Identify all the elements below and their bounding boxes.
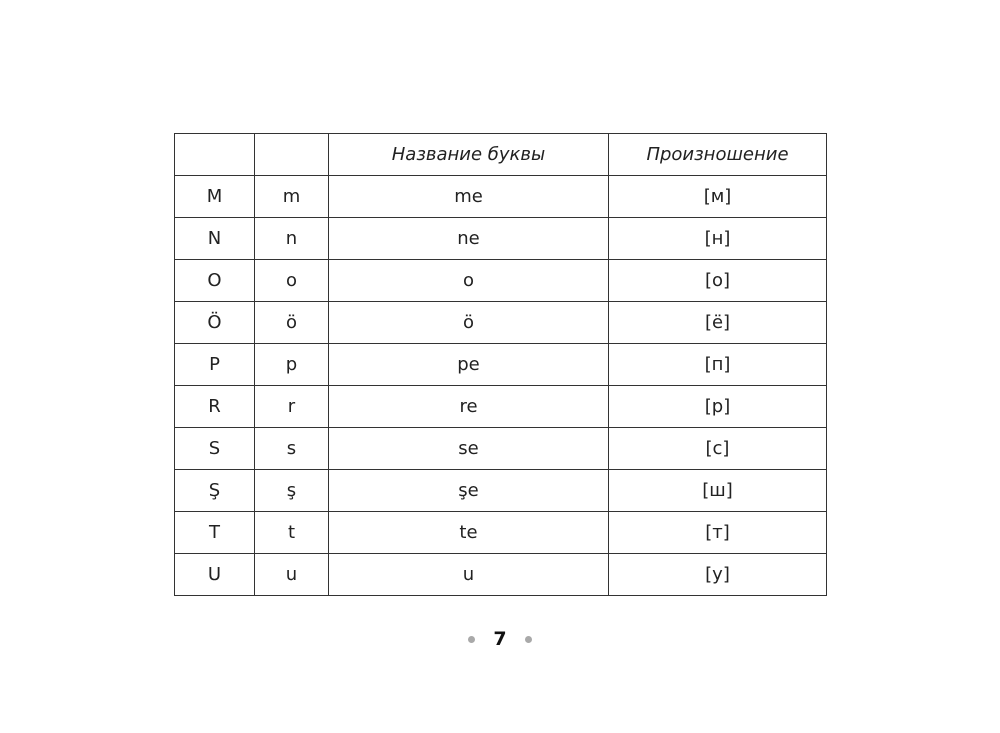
lowercase-letter: ş — [255, 470, 329, 512]
letter-name: se — [329, 428, 609, 470]
pronunciation: [н] — [609, 218, 827, 260]
table-row — [175, 386, 827, 428]
uppercase-letter: O — [175, 260, 255, 302]
letter-name: u — [329, 554, 609, 596]
header-letter-name: Название буквы — [329, 134, 609, 176]
uppercase-letter: R — [175, 386, 255, 428]
letter-name: re — [329, 386, 609, 428]
lowercase-letter: o — [255, 260, 329, 302]
lowercase-letter: n — [255, 218, 329, 260]
letter-name: pe — [329, 344, 609, 386]
letter-name: ö — [329, 302, 609, 344]
alphabet-table — [174, 133, 827, 596]
lowercase-letter: s — [255, 428, 329, 470]
uppercase-letter: Ş — [175, 470, 255, 512]
left-dot-ornament — [468, 636, 475, 643]
table-row — [175, 470, 827, 512]
uppercase-letter: Ö — [175, 302, 255, 344]
right-dot-ornament — [525, 636, 532, 643]
table-row — [175, 260, 827, 302]
uppercase-letter: U — [175, 554, 255, 596]
header-uppercase — [175, 134, 255, 176]
table-row — [175, 176, 827, 218]
table-row — [175, 218, 827, 260]
table-row — [175, 428, 827, 470]
pronunciation: [м] — [609, 176, 827, 218]
letter-name: me — [329, 176, 609, 218]
table-row — [175, 302, 827, 344]
pronunciation: [у] — [609, 554, 827, 596]
lowercase-letter: ö — [255, 302, 329, 344]
page-footer — [0, 626, 1000, 652]
uppercase-letter: N — [175, 218, 255, 260]
pronunciation: [с] — [609, 428, 827, 470]
pronunciation: [п] — [609, 344, 827, 386]
header-pronunciation: Произношение — [609, 134, 827, 176]
table-row — [175, 344, 827, 386]
pronunciation: [ё] — [609, 302, 827, 344]
letter-name: ne — [329, 218, 609, 260]
page-number: 7 — [493, 628, 507, 650]
lowercase-letter: m — [255, 176, 329, 218]
lowercase-letter: p — [255, 344, 329, 386]
uppercase-letter: S — [175, 428, 255, 470]
table-header-row — [175, 134, 827, 176]
letter-name: te — [329, 512, 609, 554]
uppercase-letter: T — [175, 512, 255, 554]
table-row — [175, 512, 827, 554]
lowercase-letter: r — [255, 386, 329, 428]
pronunciation: [р] — [609, 386, 827, 428]
pronunciation: [т] — [609, 512, 827, 554]
table-row — [175, 554, 827, 596]
letter-name: şe — [329, 470, 609, 512]
lowercase-letter: u — [255, 554, 329, 596]
uppercase-letter: P — [175, 344, 255, 386]
header-lowercase — [255, 134, 329, 176]
pronunciation: [ш] — [609, 470, 827, 512]
pronunciation: [о] — [609, 260, 827, 302]
lowercase-letter: t — [255, 512, 329, 554]
letter-name: o — [329, 260, 609, 302]
uppercase-letter: M — [175, 176, 255, 218]
